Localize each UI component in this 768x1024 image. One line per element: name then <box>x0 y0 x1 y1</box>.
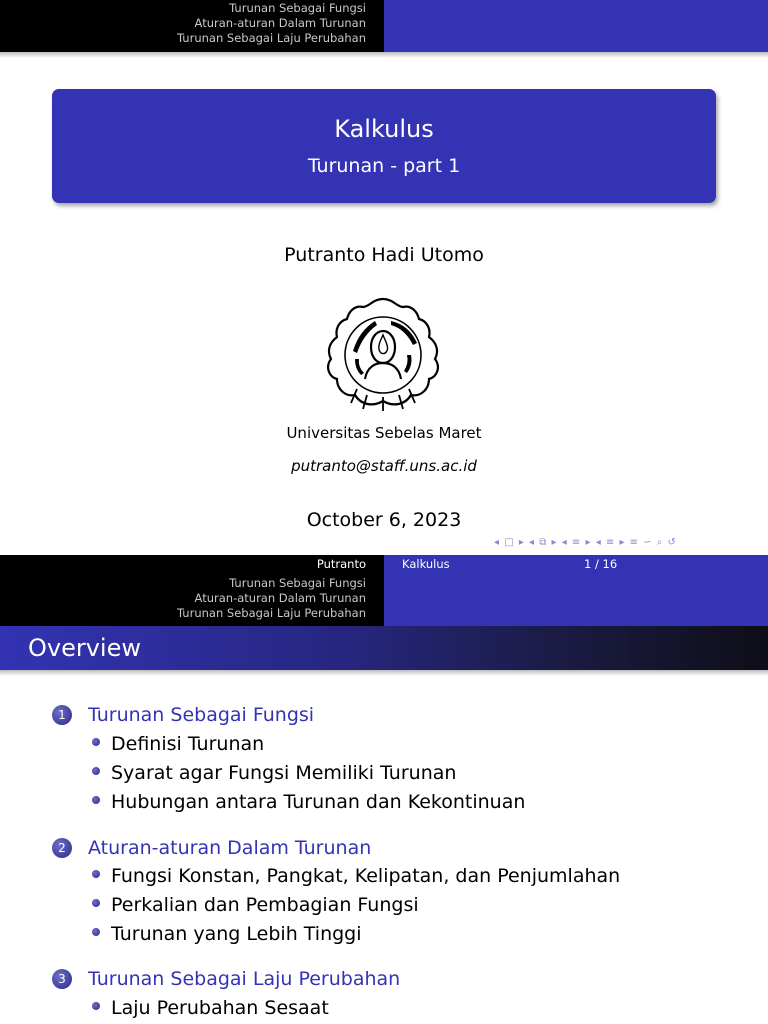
bullet-icon <box>92 928 100 936</box>
frame-title: Overview <box>28 634 141 662</box>
header-right-band <box>384 0 768 52</box>
section-number-badge: 2 <box>52 838 72 858</box>
header-section-list <box>0 0 384 52</box>
author-name: Putranto Hadi Utomo <box>284 244 484 266</box>
toc-subsection-label: Perkalian dan Pembagian Fungsi <box>111 894 419 916</box>
toc-subsection-label: Turunan yang Lebih Tinggi <box>111 923 362 945</box>
bullet-icon <box>92 738 100 746</box>
presentation-title: Kalkulus <box>334 115 434 143</box>
toc-section-title: Turunan Sebagai Laju Perubahan <box>88 968 401 990</box>
toc-section-title: Aturan-aturan Dalam Turunan <box>88 837 372 859</box>
section-number-badge: 1 <box>52 705 72 725</box>
toc-section-3[interactable] <box>52 968 400 990</box>
header-section-2[interactable]: Aturan-aturan Dalam Turunan <box>194 591 366 605</box>
slide1-header <box>0 0 768 52</box>
email[interactable]: putranto@staff.uns.ac.id <box>291 457 477 475</box>
institution: Universitas Sebelas Maret <box>286 424 482 442</box>
section-number-badge: 3 <box>52 969 72 989</box>
header-right-band <box>384 575 768 627</box>
footer-right <box>384 555 768 575</box>
toc-subsection-label: Syarat agar Fungsi Memiliki Turunan <box>111 762 457 784</box>
toc-subsection[interactable] <box>92 762 456 784</box>
slide-footer <box>0 555 768 575</box>
toc-subsection[interactable] <box>92 733 264 755</box>
bullet-icon <box>92 870 100 878</box>
header-section-1[interactable]: Turunan Sebagai Fungsi <box>229 1 366 15</box>
frame-title-shadow <box>0 670 768 676</box>
presentation-subtitle: Turunan - part 1 <box>307 155 461 177</box>
bullet-icon <box>92 899 100 907</box>
toc-subsection-label: Hubungan antara Turunan dan Kekontinuan <box>111 791 526 813</box>
toc-subsection[interactable] <box>92 923 362 945</box>
header-section-3[interactable]: Turunan Sebagai Laju Perubahan <box>177 606 366 620</box>
footer-author: Putranto <box>316 557 366 571</box>
toc-subsection[interactable] <box>92 997 329 1019</box>
header-shadow <box>0 52 768 58</box>
toc-subsection-label: Laju Perubahan Sesaat <box>111 997 329 1019</box>
toc-subsection[interactable] <box>92 894 419 916</box>
header-section-3[interactable]: Turunan Sebagai Laju Perubahan <box>177 31 366 45</box>
slide2-header <box>0 575 768 627</box>
footer-left <box>0 555 384 575</box>
frame-title-bar <box>0 626 768 670</box>
beamer-navigation-symbols[interactable]: ◂ □ ▸ ◂ ⧉ ▸ ◂ ≡ ▸ ◂ ≡ ▸ ≡ ∽ ⌕ ↺ <box>494 537 677 548</box>
toc-subsection[interactable] <box>92 791 525 813</box>
presentation-date: October 6, 2023 <box>306 509 462 531</box>
header-section-list <box>0 575 384 627</box>
toc-section-1[interactable] <box>52 704 314 726</box>
footer-page-number: 1 / 16 <box>584 557 618 571</box>
footer-title: Kalkulus <box>402 557 450 571</box>
bullet-icon <box>92 767 100 775</box>
toc-section-2[interactable] <box>52 837 371 859</box>
university-logo-icon <box>321 293 445 417</box>
toc-subsection-label: Definisi Turunan <box>111 733 265 755</box>
header-section-1[interactable]: Turunan Sebagai Fungsi <box>229 576 366 590</box>
toc-section-title: Turunan Sebagai Fungsi <box>88 704 315 726</box>
toc-subsection[interactable] <box>92 865 620 887</box>
bullet-icon <box>92 796 100 804</box>
title-box <box>52 89 716 203</box>
header-section-2[interactable]: Aturan-aturan Dalam Turunan <box>194 16 366 30</box>
toc-subsection-label: Fungsi Konstan, Pangkat, Kelipatan, dan Penjumlahan <box>111 865 621 887</box>
bullet-icon <box>92 1002 100 1010</box>
